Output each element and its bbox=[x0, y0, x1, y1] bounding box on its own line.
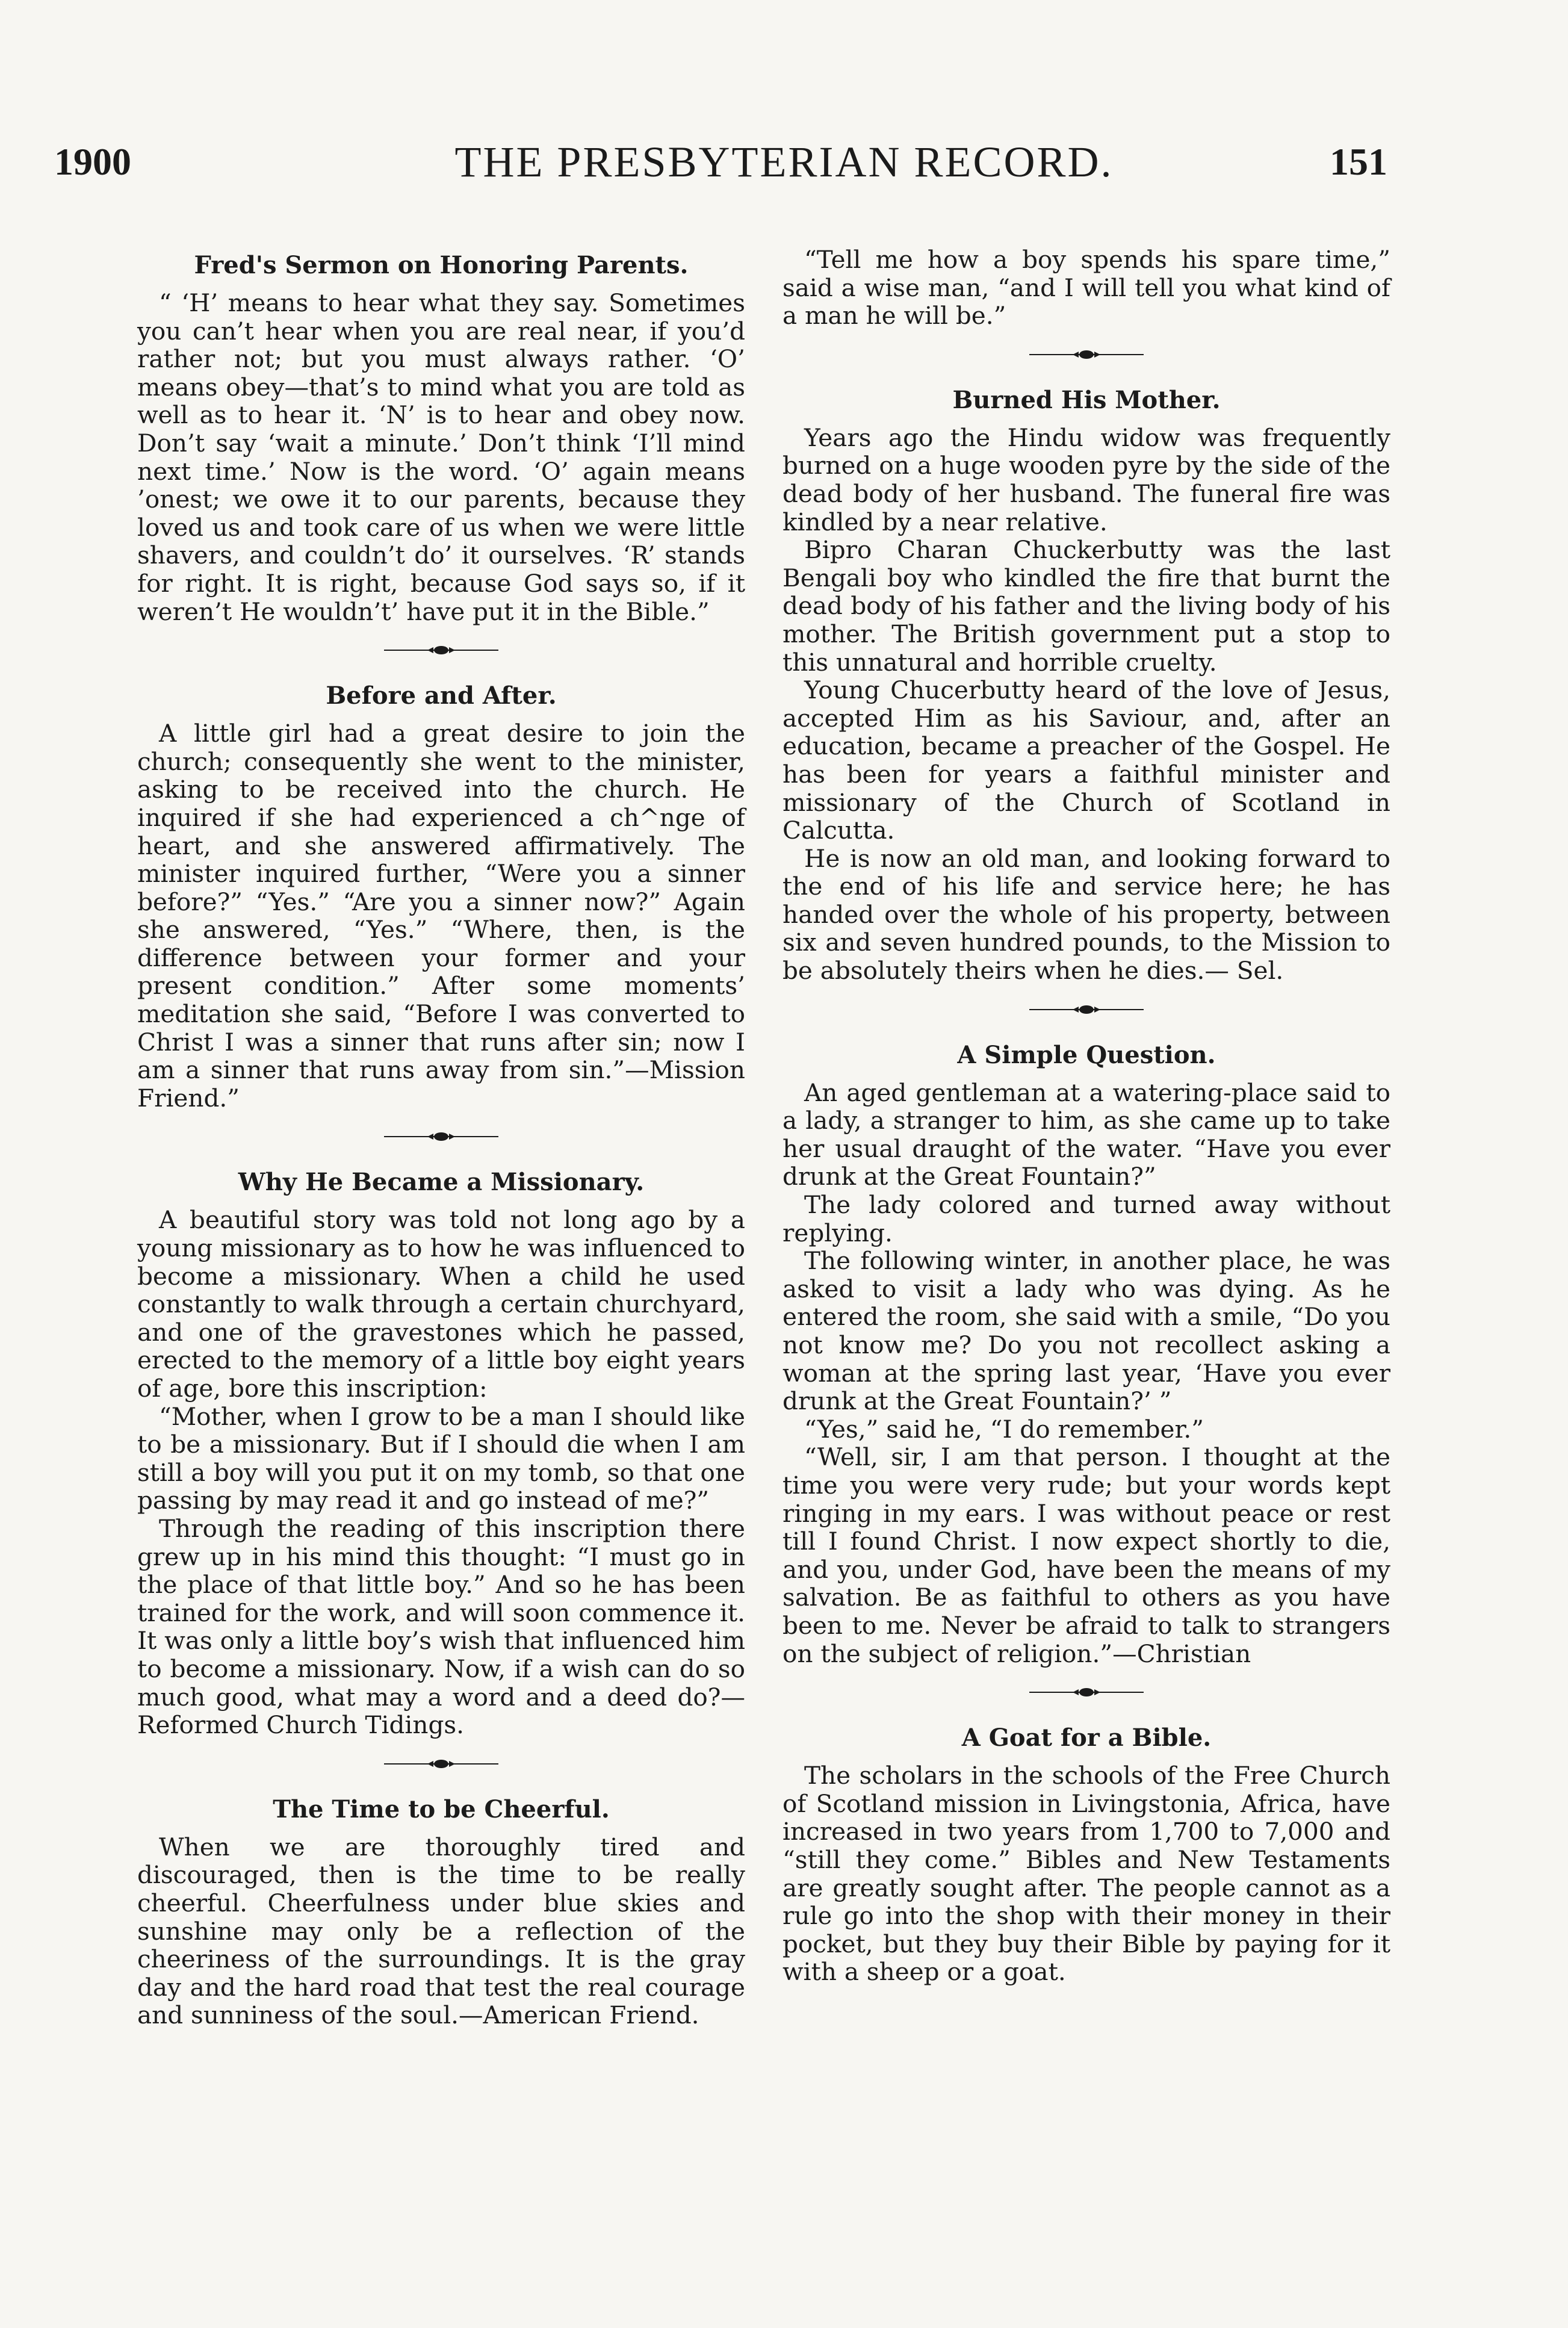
article-time-to-be-cheerful bbox=[137, 1790, 745, 2029]
paragraph: “Mother, when I grow to be a man I should like to be a missionary. But if I should die when I am still a boy will you put it on my tomb, so that one passing by may read it and go instead of me?” bbox=[137, 1401, 745, 1515]
article-spare-time bbox=[782, 246, 1390, 330]
article-simple-question bbox=[782, 1035, 1390, 1668]
section-divider-ornament bbox=[782, 341, 1390, 368]
paragraph: When we are thoroughly tired and discouraged, then is the time to be really cheerful. Cheerfulness under blue skies and sunshine may only be a reflection of the cheeriness of the surroundings. It is the gray day and the hard road that test the real courage and sunniness of the soul.—American Friend. bbox=[137, 1832, 745, 2030]
article-heading: Burned His Mother. bbox=[952, 385, 1221, 414]
publication-title: THE PRESBYTERIAN RECORD. bbox=[454, 138, 1114, 186]
paragraph: A little girl had a great desire to join the church; consequently she went to the minister, asking to be received into the church. He inquired if she had experienced a ch^nge of heart, and she answered affirmatively. The minister inquired further, “Were you a sinner before?” “Yes.” “Are you a sinner now?” Again she answered, “Yes.” “Where, then, is the difference between your former and your present condition.” After some moments’ meditation she said, “Before I was converted to Christ I was a sinner that runs after sin; now I am a sinner that runs away from sin.”—Mission Friend.” bbox=[137, 719, 745, 1113]
section-divider-ornament bbox=[782, 996, 1390, 1023]
article-burned-his-mother bbox=[782, 380, 1390, 985]
page-header bbox=[0, 0, 1568, 253]
paragraph: Young Chucerbutty heard of the love of Jesus, accepted Him as his Saviour, and, after an education, became a preacher of the Gospel. He has been for years a faithful minister and missionary of the Church of Scotland in Calcutta. bbox=[782, 675, 1390, 845]
year: 1900 bbox=[54, 140, 131, 183]
page-number: 151 bbox=[1330, 140, 1387, 183]
paragraph: The following winter, in another place, he was asked to visit a lady who was dying. As he entered the room, she said with a smile, “Do you not know me? Do you not recollect asking a woman at the spring last year, ‘Have you ever drunk at the Great Fountain?’ ” bbox=[782, 1246, 1390, 1416]
article-heading: A Simple Question. bbox=[957, 1040, 1216, 1069]
paragraph: “ ‘H’ means to hear what they say. Sometimes you can’t hear when you are real near, if you’d rather not; but you must always rather. ‘O’ means obey—that’s to mind what you are told as well as to hear it. ‘N’ is to hear and obey now. Don’t say ‘wait a minute.’ Don’t think ‘I’ll mind next time.’ Now is the word. ‘O’ again means ’onest; we owe it to our parents, because they loved us and took care of us when we were little shavers, and couldn’t do’ it ourselves. ‘R’ stands for right. It is right, because God says so, if it weren’t He wouldn’t’ have put it in the Bible.” bbox=[137, 288, 745, 626]
paragraph: The scholars in the schools of the Free Church of Scotland mission in Livingstonia, Africa, have increased in two years from 1,700 to 7,000 and “still they come.” Bibles and New Testaments are greatly sought after. The people cannot as a rule go into the shop with their money in their pocket, but they buy their Bible by paying for it with a sheep or a goat. bbox=[782, 1761, 1390, 1987]
paragraph: Through the reading of this inscription there grew up in his mind this thought: “I must go in the place of that little boy.” And so he has been trained for the work, and will soon commence it. It was only a little boy’s wish that influenced him to become a missionary. Now, if a wish can do so much good, what may a word and a deed do?—Reformed Church Tidings. bbox=[137, 1513, 745, 1740]
right-column bbox=[782, 246, 1390, 1986]
section-divider-ornament bbox=[137, 1123, 745, 1150]
paragraph: “Well, sir, I am that person. I thought at the time you were very rude; but your words kept ringing in my ears. I was without peace or rest till I found Christ. I now expect shortly to die, and you, under God, have been the means of my salvation. Be as faithful to others as you have been to me. Never be afraid to talk to strangers on the subject of religion.”—Christian bbox=[782, 1442, 1390, 1668]
paragraph: “Tell me how a boy spends his spare time,” said a wise man, “and I will tell you what kind of a man he will be.” bbox=[782, 245, 1390, 331]
paragraph: The lady colored and turned away without replying. bbox=[782, 1190, 1390, 1247]
paragraph: “Yes,” said he, “I do remember.” bbox=[804, 1414, 1204, 1444]
article-goat-for-a-bible bbox=[782, 1718, 1390, 1986]
article-heading: The Time to be Cheerful. bbox=[273, 1795, 610, 1824]
section-divider-ornament bbox=[137, 636, 745, 664]
article-heading: A Goat for a Bible. bbox=[961, 1724, 1212, 1752]
article-fred-sermon bbox=[137, 246, 745, 625]
article-before-after bbox=[137, 676, 745, 1112]
left-column bbox=[137, 246, 745, 2029]
article-heading: Before and After. bbox=[326, 681, 557, 710]
paragraph: An aged gentleman at a watering-place said to a lady, a stranger to him, as she came up to take her usual draught of the water. “Have you ever drunk at the Great Fountain?” bbox=[782, 1078, 1390, 1191]
paragraph: A beautiful story was told not long ago by a young missionary as to how he was influenced to become a missionary. When a child he used constantly to walk through a certain churchyard, and one of the gravestones which he passed, erected to the memory of a little boy eight years of age, bore this inscription: bbox=[137, 1205, 745, 1403]
section-divider-ornament bbox=[782, 1678, 1390, 1706]
paragraph: He is now an old man, and looking forward to the end of his life and service here; he has handed over the whole of his property, between six and seven hundred pounds, to the Mission to be absolutely theirs when he dies.— Sel. bbox=[782, 843, 1390, 986]
section-divider-ornament bbox=[137, 1750, 745, 1778]
paragraph: Years ago the Hindu widow was frequently burned on a huge wooden pyre by the side of the dead body of her husband. The funeral fire was kindled by a near relative. bbox=[782, 423, 1390, 536]
article-heading: Fred's Sermon on Honoring Parents. bbox=[194, 251, 689, 279]
paragraph: Bipro Charan Chuckerbutty was the last Bengali boy who kindled the fire that burnt the dead body of his father and the living body of his mother. The British government put a stop to this unnatural and horrible cruelty. bbox=[782, 535, 1390, 677]
article-missionary bbox=[137, 1162, 745, 1739]
article-heading: Why He Became a Missionary. bbox=[238, 1168, 645, 1197]
